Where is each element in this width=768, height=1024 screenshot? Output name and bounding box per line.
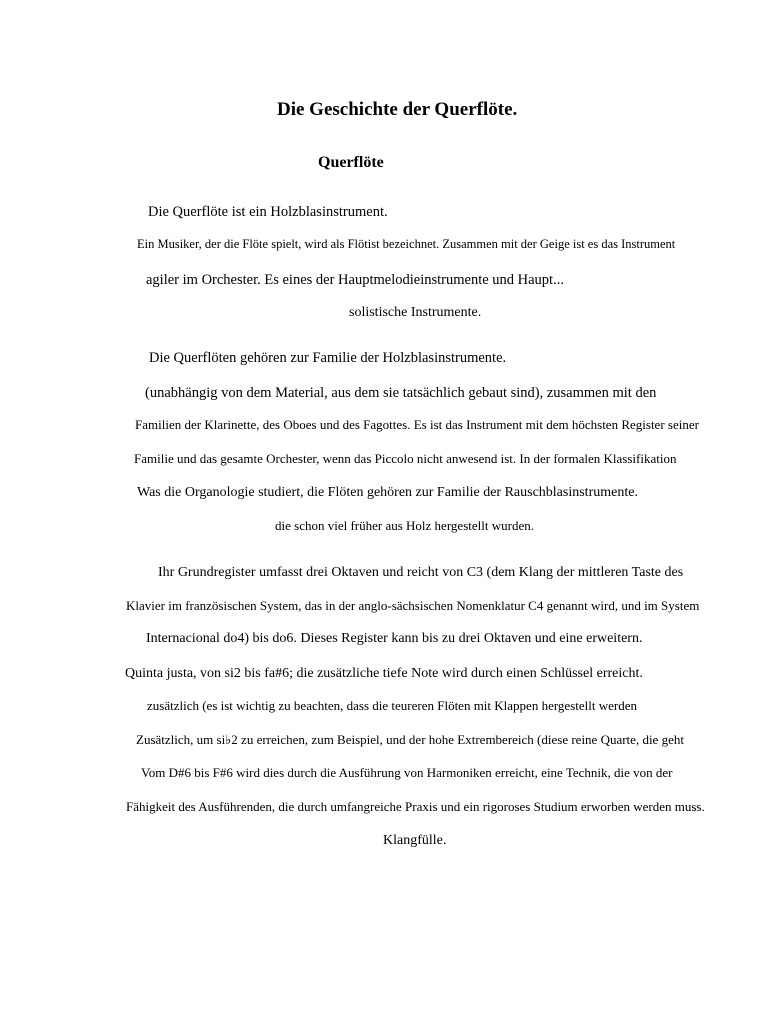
text-line: Zusätzlich, um si♭2 zu erreichen, zum Beispiel, und der hohe Extrembereich (diese reine Quarte, die geht — [136, 732, 684, 747]
text-line: agiler im Orchester. Es eines der Hauptmelodieinstrumente und Haupt... — [146, 272, 564, 288]
section-heading: Querflöte — [318, 154, 384, 171]
text-line: Klavier im französischen System, das in der anglo-sächsischen Nomenklatur C4 genannt wird, und im System — [126, 598, 700, 613]
text-line: Familien der Klarinette, des Oboes und des Fagottes. Es ist das Instrument mit dem höchsten Register seiner — [135, 417, 699, 432]
text-line: solistische Instrumente. — [349, 305, 482, 320]
text-line: Die Querflöten gehören zur Familie der Holzblasinstrumente. — [149, 350, 507, 366]
text-line: (unabhängig von dem Material, aus dem sie tatsächlich gebaut sind), zusammen mit den — [145, 385, 657, 401]
document-title: Die Geschichte der Querflöte. — [277, 99, 518, 120]
text-line: Ihr Grundregister umfasst drei Oktaven und reicht von C3 (dem Klang der mittleren Taste des — [158, 565, 684, 580]
text-line: Internacional do4) bis do6. Dieses Register kann bis zu drei Oktaven und eine erweitern. — [146, 631, 643, 646]
text-line: Quinta justa, von si2 bis fa#6; die zusätzliche tiefe Note wird durch einen Schlüssel erreicht. — [125, 666, 643, 681]
text-line: Was die Organologie studiert, die Flöten gehören zur Familie der Rauschblasinstrumente. — [137, 485, 638, 500]
text-line: Familie und das gesamte Orchester, wenn das Piccolo nicht anwesend ist. In der formalen Klassifikation — [134, 451, 677, 466]
text-line: Die Querflöte ist ein Holzblasinstrument. — [148, 204, 388, 220]
text-line: Klangfülle. — [383, 833, 447, 848]
text-line: zusätzlich (es ist wichtig zu beachten, dass die teureren Flöten mit Klappen hergestellt werden — [147, 698, 637, 713]
text-line: Ein Musiker, der die Flöte spielt, wird als Flötist bezeichnet. Zusammen mit der Geige ist es das Instrument — [137, 237, 676, 251]
text-line: Fähigkeit des Ausführenden, die durch umfangreiche Praxis und ein rigoroses Studium erworben werden muss. — [126, 799, 705, 814]
text-line: die schon viel früher aus Holz hergestellt wurden. — [275, 518, 534, 533]
text-line: Vom D#6 bis F#6 wird dies durch die Ausführung von Harmoniken erreicht, eine Technik, die von der — [141, 765, 673, 780]
